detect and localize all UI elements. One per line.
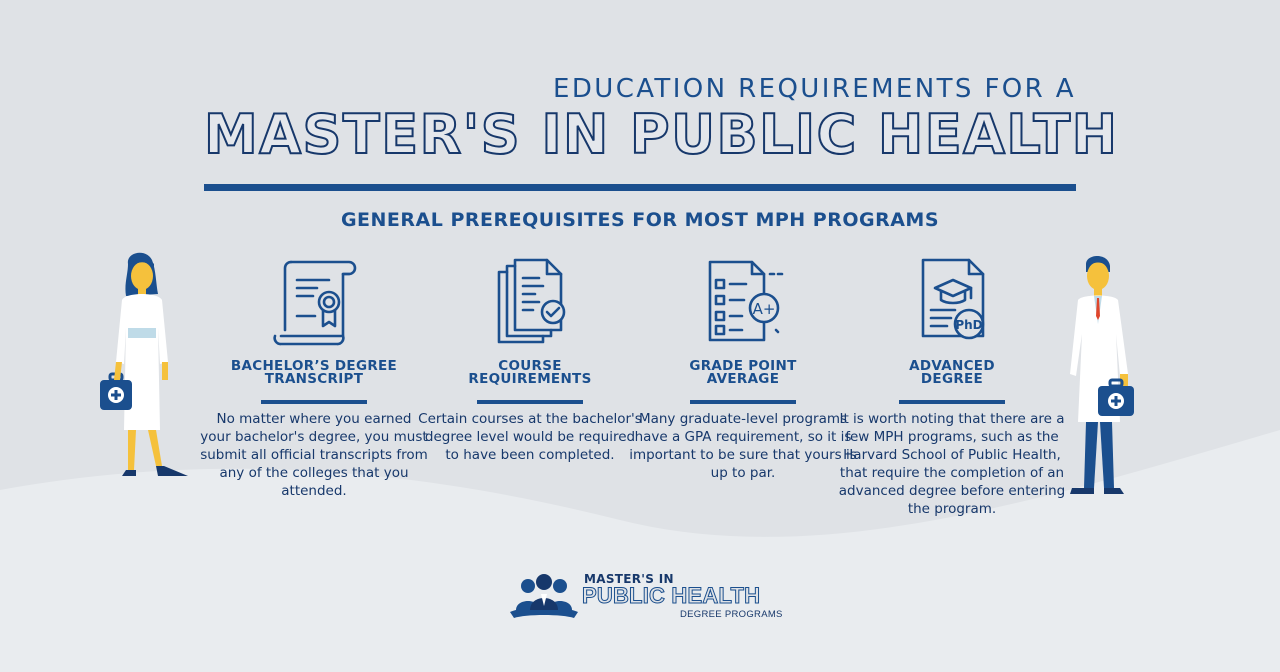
- female-doctor-illustration: [98, 250, 194, 486]
- heading-line2: REQUIREMENTS: [468, 371, 592, 387]
- prerequisite-description: It is worth noting that there are a few MPH programs, such as the Harvard School of Public Health, that require the completion of an advanced degree before entering the program.: [838, 411, 1066, 517]
- heading-underline: [690, 400, 796, 404]
- heading-line1: BACHELOR’S DEGREE: [230, 358, 398, 374]
- page-title: MASTER'S IN PUBLIC HEALTH: [204, 103, 1119, 166]
- prerequisite-heading: [633, 360, 853, 386]
- graduation-document-icon: [907, 256, 997, 348]
- phd-badge-label: PhD: [955, 318, 983, 332]
- heading-underline: [477, 400, 583, 404]
- logo-line3: DEGREE PROGRAMS: [680, 609, 783, 620]
- heading-line2: TRANSCRIPT: [264, 371, 364, 387]
- grade-badge-label: A+: [752, 300, 776, 318]
- title-top: EDUCATION REQUIREMENTS FOR A: [553, 74, 1076, 104]
- title-divider: [204, 184, 1076, 191]
- prerequisite-description: Certain courses at the bachelor's degree level would be required to have been completed.: [418, 411, 642, 463]
- section-subtitle: GENERAL PREREQUISITES FOR MOST MPH PROGRAMS: [340, 209, 940, 231]
- prerequisite-heading: [204, 360, 424, 386]
- logo-line2: PUBLIC HEALTH: [582, 583, 761, 608]
- prerequisite-bachelors-transcript: [200, 256, 428, 576]
- prerequisite-course-requirements: [418, 256, 642, 576]
- prerequisite-heading: [420, 360, 640, 386]
- prerequisite-description: No matter where you earned your bachelor's degree, you must submit all official transcripts from any of the colleges that you attended.: [200, 411, 428, 499]
- documents-check-icon: [485, 256, 575, 348]
- heading-line2: DEGREE: [920, 371, 984, 387]
- heading-underline: [899, 400, 1005, 404]
- heading-line1: GRADE POINT: [689, 358, 797, 374]
- prerequisite-description: Many graduate-level programs have a GPA requirement, so it is important to be sure that yours is up to par.: [629, 411, 857, 481]
- logo-line1: MASTER'S IN: [584, 572, 674, 586]
- prerequisite-advanced-degree: [838, 256, 1066, 576]
- heading-line1: ADVANCED: [909, 358, 995, 374]
- grade-checklist-icon: [698, 256, 788, 348]
- male-doctor-illustration: [1062, 254, 1142, 496]
- prerequisite-heading: [842, 360, 1062, 386]
- doctors-group-logo-icon: [508, 572, 580, 620]
- heading-line2: AVERAGE: [706, 371, 780, 387]
- diploma-scroll-icon: [269, 256, 359, 348]
- heading-line1: COURSE: [498, 358, 562, 374]
- heading-underline: [261, 400, 367, 404]
- prerequisite-grade-point-average: [629, 256, 857, 576]
- site-logo[interactable]: [508, 572, 783, 622]
